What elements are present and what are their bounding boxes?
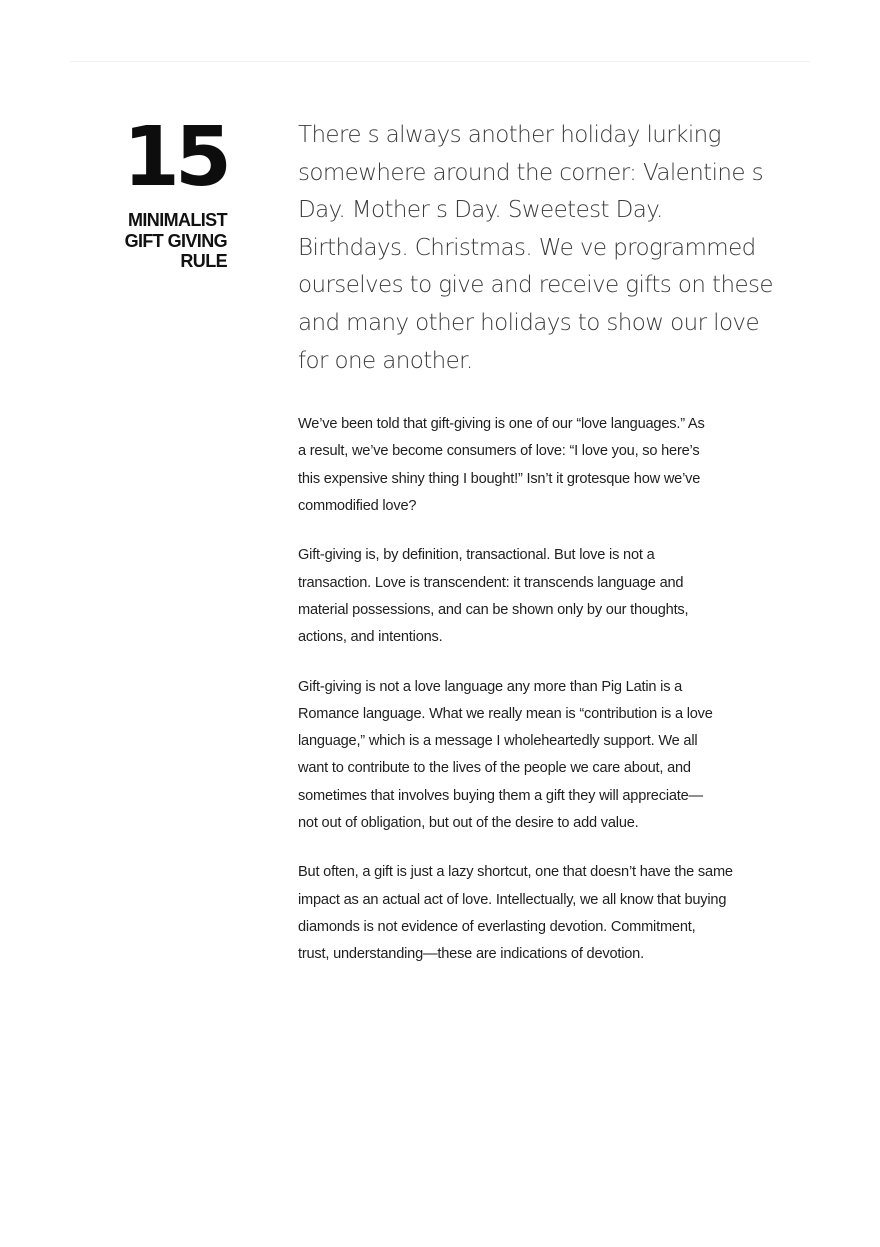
lead-line: for one another. (298, 347, 473, 374)
lead-paragraph (298, 117, 773, 380)
paragraph-line: actions, and intentions. (298, 629, 443, 646)
paragraph-line: diamonds is not evidence of everlasting devotion. Commitment, (298, 918, 696, 935)
paragraph-line: Gift-giving is, by definition, transactional. But love is not a (298, 547, 655, 564)
paragraph-line: Gift-giving is not a love language any more than Pig Latin is a (298, 678, 683, 695)
lead-line: somewhere around the corner: Valentine s (298, 159, 763, 186)
lead-line: and many other holidays to show our love (298, 309, 759, 336)
paragraph-line: a result, we’ve become consumers of love: “I love you, so here’s (298, 443, 700, 460)
paragraph-line: transaction. Love is transcendent: it transcends language and (298, 574, 684, 591)
lead-line: Birthdays. Christmas. We ve programmed (298, 234, 756, 261)
paragraph-line: impact as an actual act of love. Intellectually, we all know that buying (298, 891, 727, 908)
paragraph-line: material possessions, and can be shown only by our thoughts, (298, 601, 689, 618)
body-paragraph (298, 542, 768, 651)
paragraph-line: language,” which is a message I wholeheartedly support. We all (298, 733, 698, 750)
paragraph-line: this expensive shiny thing I bought!” Isn’t it grotesque how we’ve (298, 470, 701, 487)
lead-line: ourselves to give and receive gifts on these (298, 272, 773, 299)
top-divider (70, 61, 810, 62)
article-body (298, 117, 773, 969)
body-paragraph (298, 411, 768, 520)
paragraph-line: sometimes that involves buying them a gift they will appreciate— (298, 787, 703, 804)
paragraph-line: Romance language. What we really mean is “contribution is a love (298, 705, 713, 722)
paragraph-line: want to contribute to the lives of the people we care about, and (298, 760, 691, 777)
lead-line: Day. Mother s Day. Sweetest Day. (298, 197, 663, 224)
paragraph-line: not out of obligation, but out of the desire to add value. (298, 815, 639, 832)
rule-label (80, 210, 227, 272)
body-paragraph (298, 674, 768, 838)
lead-line: There s always another holiday lurking (298, 122, 721, 148)
body-paragraph (298, 859, 768, 968)
rule-label-line: GIFT GIVING (124, 230, 227, 251)
rule-label-line: MINIMALIST (128, 210, 227, 230)
paragraph-line: trust, understanding—these are indications of devotion. (298, 946, 644, 963)
paragraph-line: But often, a gift is just a lazy shortcut, one that doesn’t have the same (298, 864, 733, 881)
rule-heading (80, 112, 227, 272)
paragraph-line: We’ve been told that gift-giving is one of our “love languages.” As (298, 416, 705, 433)
rule-label-line: RULE (180, 251, 227, 271)
paragraph-line: commodified love? (298, 498, 417, 515)
rule-number: 15 (122, 110, 227, 205)
